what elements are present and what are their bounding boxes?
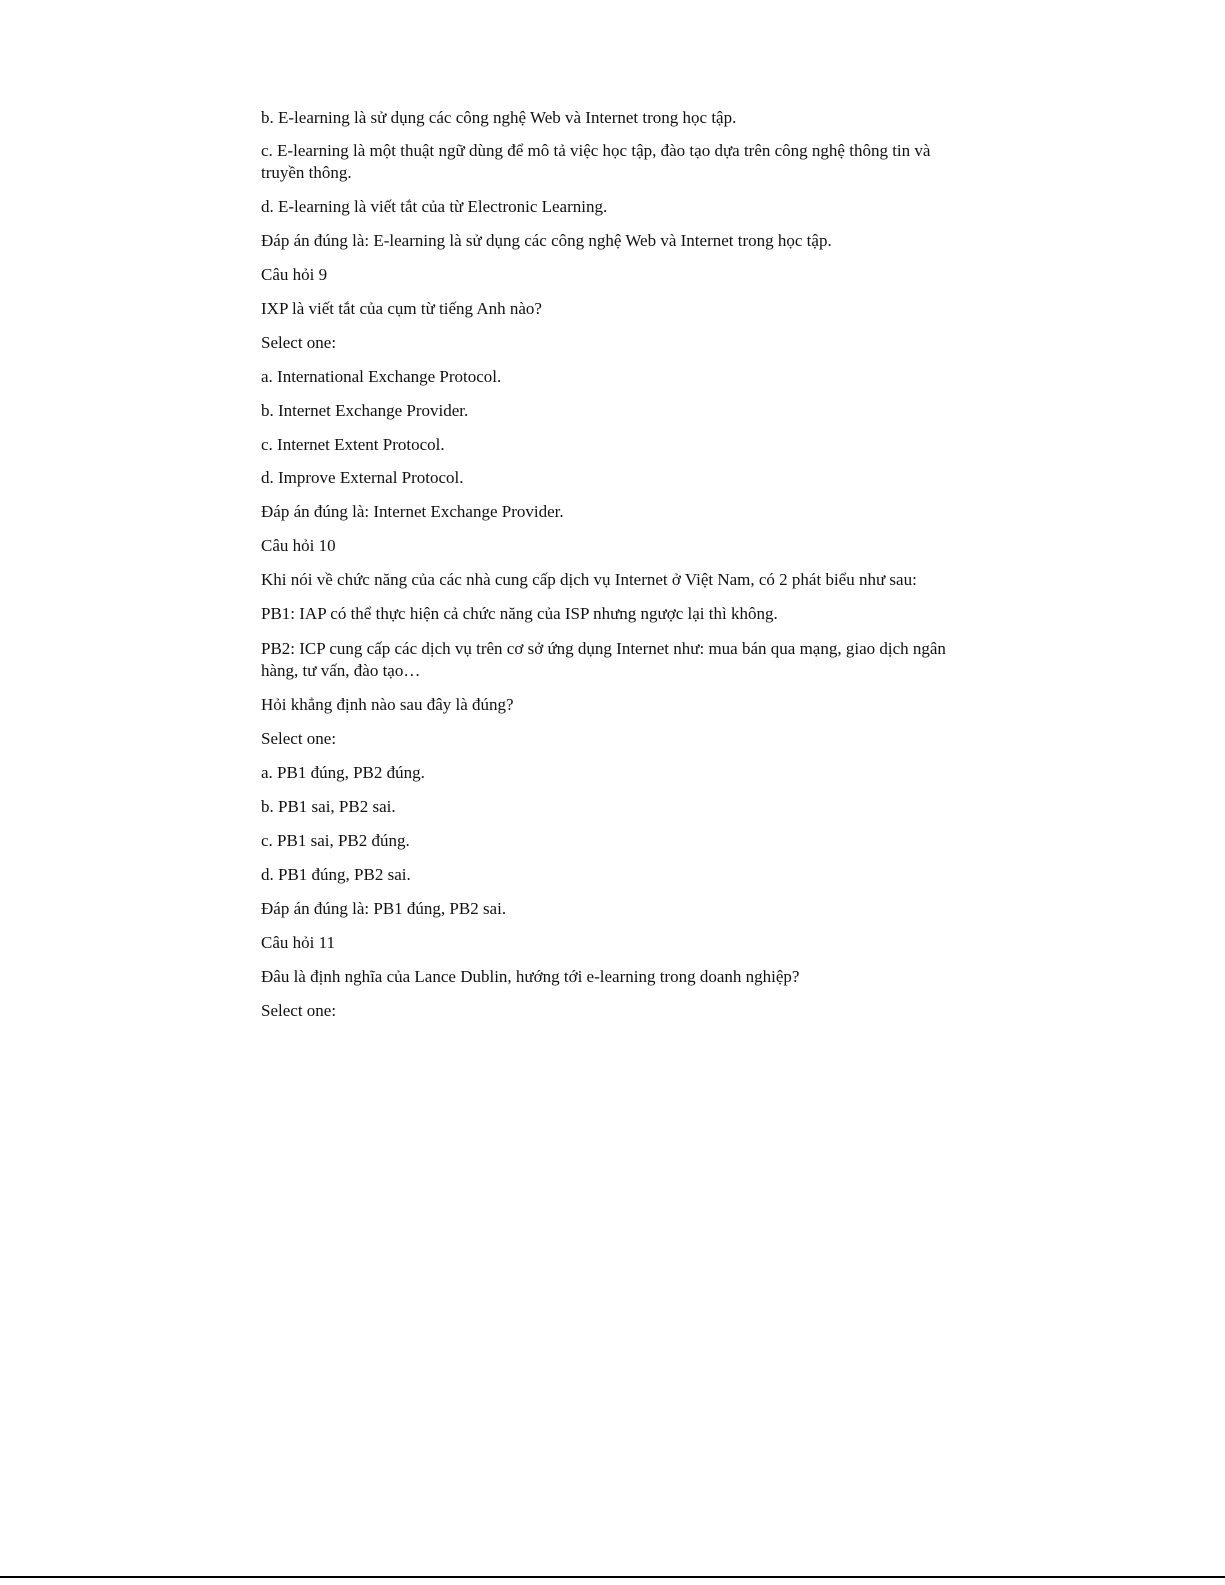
answer-text: Đáp án đúng là: PB1 đúng, PB2 sai. [261,899,507,918]
page-bottom-divider [0,1576,1225,1578]
statement-pb2: PB2: ICP cung cấp các dịch vụ trên cơ sở ứng dụng Internet như: mua bán qua mạng, giao dịch ngân hàng, tư vấn, đào tạo… [261,639,946,680]
option-c-text: c. PB1 sai, PB2 đúng. [261,831,410,850]
answer-text: Đáp án đúng là: Internet Exchange Provider. [261,502,564,521]
option-d-text: d. E-learning là viết tắt của từ Electronic Learning. [261,197,608,216]
option-c-text: c. Internet Extent Protocol. [261,435,445,454]
option-d-text: d. PB1 đúng, PB2 sai. [261,865,411,884]
select-one-label: Select one: [261,1001,337,1020]
question-heading: Câu hỏi 11 [261,933,335,952]
question-text: IXP là viết tắt của cụm từ tiếng Anh nào? [261,299,542,318]
question-text: Khi nói về chức năng của các nhà cung cấp dịch vụ Internet ở Việt Nam, có 2 phát biểu như sau: [261,570,917,589]
option-d-text: d. Improve External Protocol. [261,468,464,487]
question-heading: Câu hỏi 9 [261,265,328,284]
question-text: Đâu là định nghĩa của Lance Dublin, hướng tới e-learning trong doanh nghiệp? [261,967,800,986]
option-b-text: b. Internet Exchange Provider. [261,401,469,420]
option-c-text: c. E-learning là một thuật ngữ dùng để mô tả việc học tập, đào tạo dựa trên công nghệ thông tin và truyền thông. [261,141,931,182]
select-one-label: Select one: [261,729,337,748]
question-prompt: Hỏi khẳng định nào sau đây là đúng? [261,695,514,714]
select-one-label: Select one: [261,333,337,352]
option-b-text: b. E-learning là sử dụng các công nghệ Web và Internet trong học tập. [261,108,737,127]
option-a-text: a. PB1 đúng, PB2 đúng. [261,763,425,782]
statement-pb1: PB1: IAP có thể thực hiện cả chức năng của ISP nhưng ngược lại thì không. [261,604,778,623]
option-a-text: a. International Exchange Protocol. [261,367,502,386]
option-b-text: b. PB1 sai, PB2 sai. [261,797,396,816]
answer-text: Đáp án đúng là: E-learning là sử dụng các công nghệ Web và Internet trong học tập. [261,231,832,250]
question-heading: Câu hỏi 10 [261,536,336,555]
